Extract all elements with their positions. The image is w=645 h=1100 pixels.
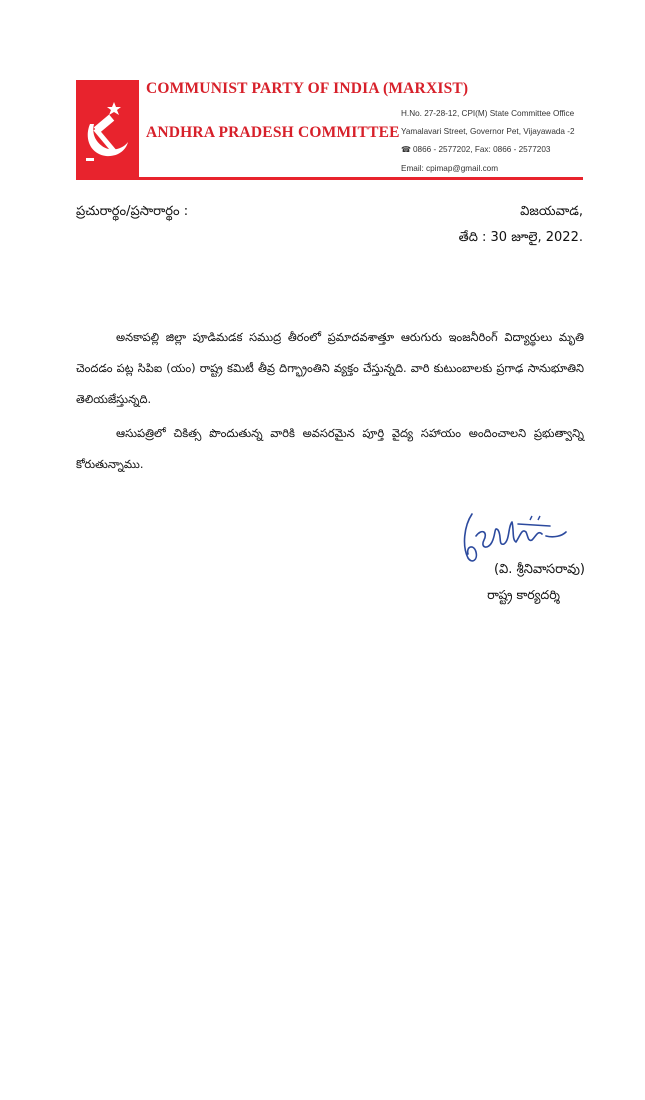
- address-line-1: H.No. 27-28-12, CPI(M) State Committee Office: [401, 109, 575, 118]
- phone-fax-text: 0866 - 2577202, Fax: 0866 - 2577203: [412, 145, 551, 154]
- address-line-2: Yamalavari Street, Governor Pet, Vijayawada -2: [401, 127, 575, 136]
- release-label: ప్రచురార్థం/ప్రసారార్థం :: [76, 204, 189, 219]
- committee-name: ANDHRA PRADESH COMMITTEE: [146, 124, 400, 141]
- body-paragraph-1: అనకాపల్లి జిల్లా పూడిమడక సముద్ర తీరంలో ప్రమాదవశాత్తూ ఆరుగురు ఇంజనీరింగ్ విద్యార్థులు మృతి చెందడం పట్ల సిపిఐ (యం) రాష్ట్ర కమిటీ తీవ్ర దిగ్భ్రాంతిని వ్యక్తం చేస్తున్నది. వారి కుటుంబాలకు ప్రగాఢ సానుభూతిని తెలియజేస్తున్నది.: [76, 330, 584, 406]
- phone-icon: ☎: [401, 145, 411, 154]
- signatory-title: రాష్ట్ర కార్యదర్శి: [487, 587, 560, 602]
- email-line: Email: cpimap@gmail.com: [401, 164, 499, 173]
- signatory-name: (వి. శ్రీనివాసరావు): [493, 562, 585, 577]
- phone-fax-line: [401, 145, 550, 154]
- org-name: COMMUNIST PARTY OF INDIA (MARXIST): [146, 80, 469, 97]
- date: తేది : 30 జూలై, 2022.: [458, 230, 583, 245]
- letterhead-divider: [76, 177, 583, 180]
- hammer-sickle-logo: [76, 80, 139, 178]
- place: విజయవాడ,: [520, 204, 583, 219]
- body-paragraph-2: ఆసుపత్రిలో చికిత్స పొందుతున్న వారికి అవసరమైన పూర్తి వైద్య సహాయం అందించాలని ప్రభుత్వాన్ని కోరుతున్నాము.: [76, 426, 584, 471]
- hammer-sickle-icon: [76, 80, 139, 178]
